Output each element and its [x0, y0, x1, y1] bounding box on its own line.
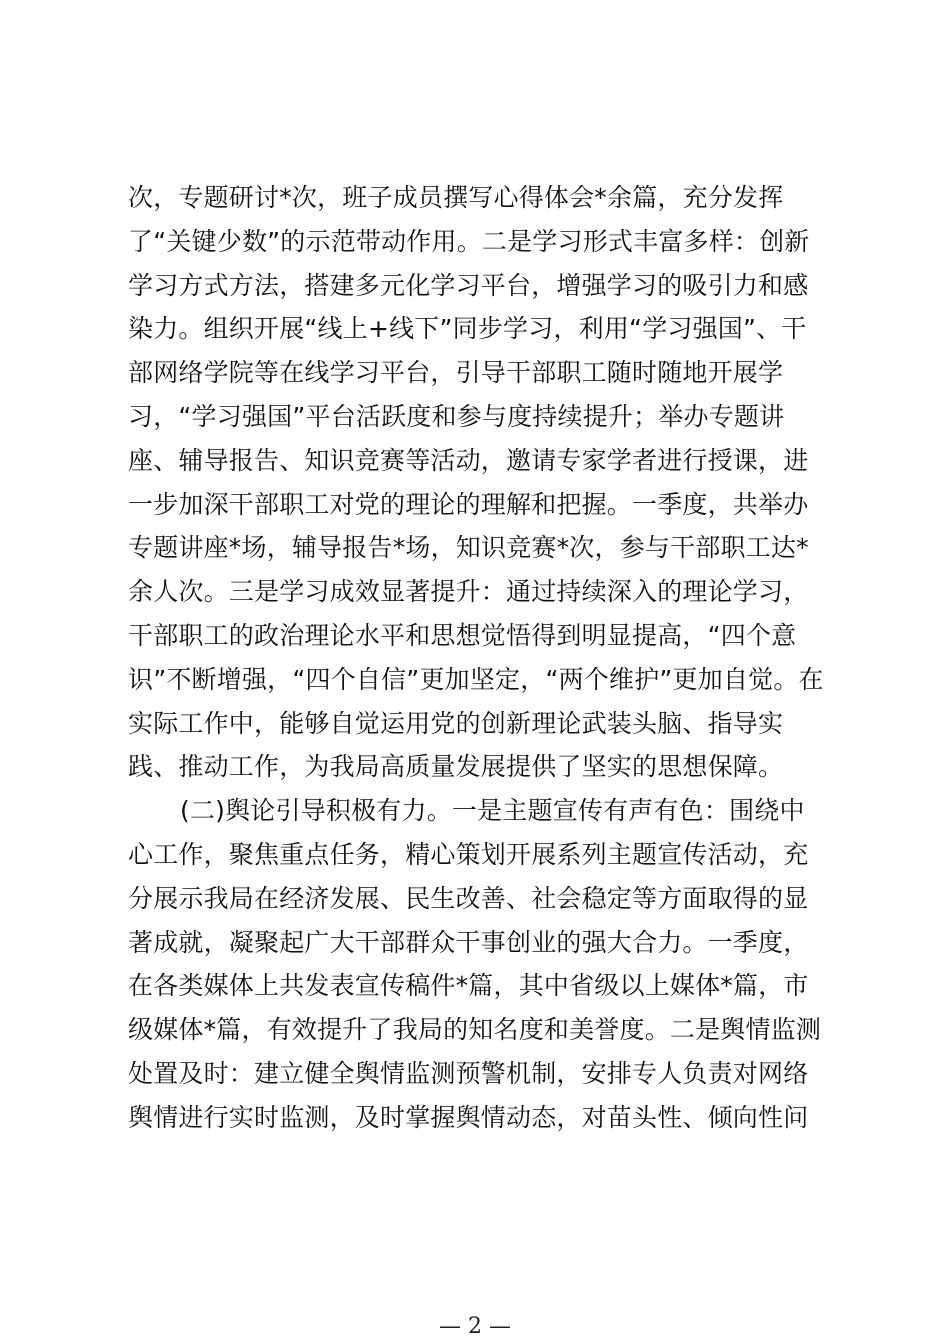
text-line: 部网络学院等在线学习平台，引导干部职工随时随地开展学 — [128, 358, 784, 388]
text-line: 著成就，凝聚起广大干部群众干事创业的强大合力。一季度， — [128, 927, 809, 957]
text-line: 识”不断增强，“四个自信”更加坚定，“两个维护”更加自觉。在 — [128, 664, 824, 694]
text-line: 分展示我局在经济发展、民生改善、社会稳定等方面取得的显 — [128, 883, 809, 913]
text-line: 舆情进行实时监测，及时掌握舆情动态，对苗头性、倾向性问 — [128, 1102, 809, 1132]
text-line: 习，“学习强国”平台活跃度和参与度持续提升；举办专题讲 — [128, 401, 785, 431]
text-line: 一步加深干部职工对党的理论的理解和把握。一季度，共举办 — [128, 489, 809, 519]
text-line: 践、推动工作，为我局高质量发展提供了坚实的思想保障。 — [128, 752, 784, 782]
text-line: 学习方式方法，搭建多元化学习平台，增强学习的吸引力和感 — [128, 270, 809, 300]
text-line: 处置及时：建立健全舆情监测预警机制，安排专人负责对网络 — [128, 1058, 809, 1088]
text-line: 实际工作中，能够自觉运用党的创新理论武装头脑、指导实 — [128, 708, 784, 738]
section-heading-line: (二)舆论引导积极有力。一是主题宣传有声有色：围绕中 — [180, 796, 805, 826]
text-line: 染力。组织开展“线上+线下”同步学习，利用“学习强国”、干 — [128, 314, 807, 344]
text-line: 心工作，聚焦重点任务，精心策划开展系列主题宣传活动，充 — [128, 839, 809, 869]
text-line: 了“关键少数”的示范带动作用。二是学习形式丰富多样：创新 — [128, 226, 810, 256]
text-line: 次，专题研讨*次，班子成员撰写心得体会*余篇，充分发挥 — [128, 183, 784, 212]
text-line: 干部职工的政治理论水平和思想觉悟得到明显提高，“四个意 — [128, 620, 797, 650]
text-line: 专题讲座*场，辅导报告*场，知识竞赛*次，参与干部职工达* — [128, 533, 809, 563]
text-line: 座、辅导报告、知识竞赛等活动，邀请专家学者进行授课，进 — [128, 445, 809, 475]
text-line: 余人次。三是学习成效显著提升：通过持续深入的理论学习， — [128, 577, 809, 607]
body-text — [128, 176, 830, 1140]
text-line: 在各类媒体上共发表宣传稿件*篇，其中省级以上媒体*篇，市 — [128, 971, 809, 1001]
text-line: 级媒体*篇，有效提升了我局的知名度和美誉度。二是舆情监测 — [128, 1015, 822, 1045]
page-number: — 2 — — [439, 1314, 511, 1339]
